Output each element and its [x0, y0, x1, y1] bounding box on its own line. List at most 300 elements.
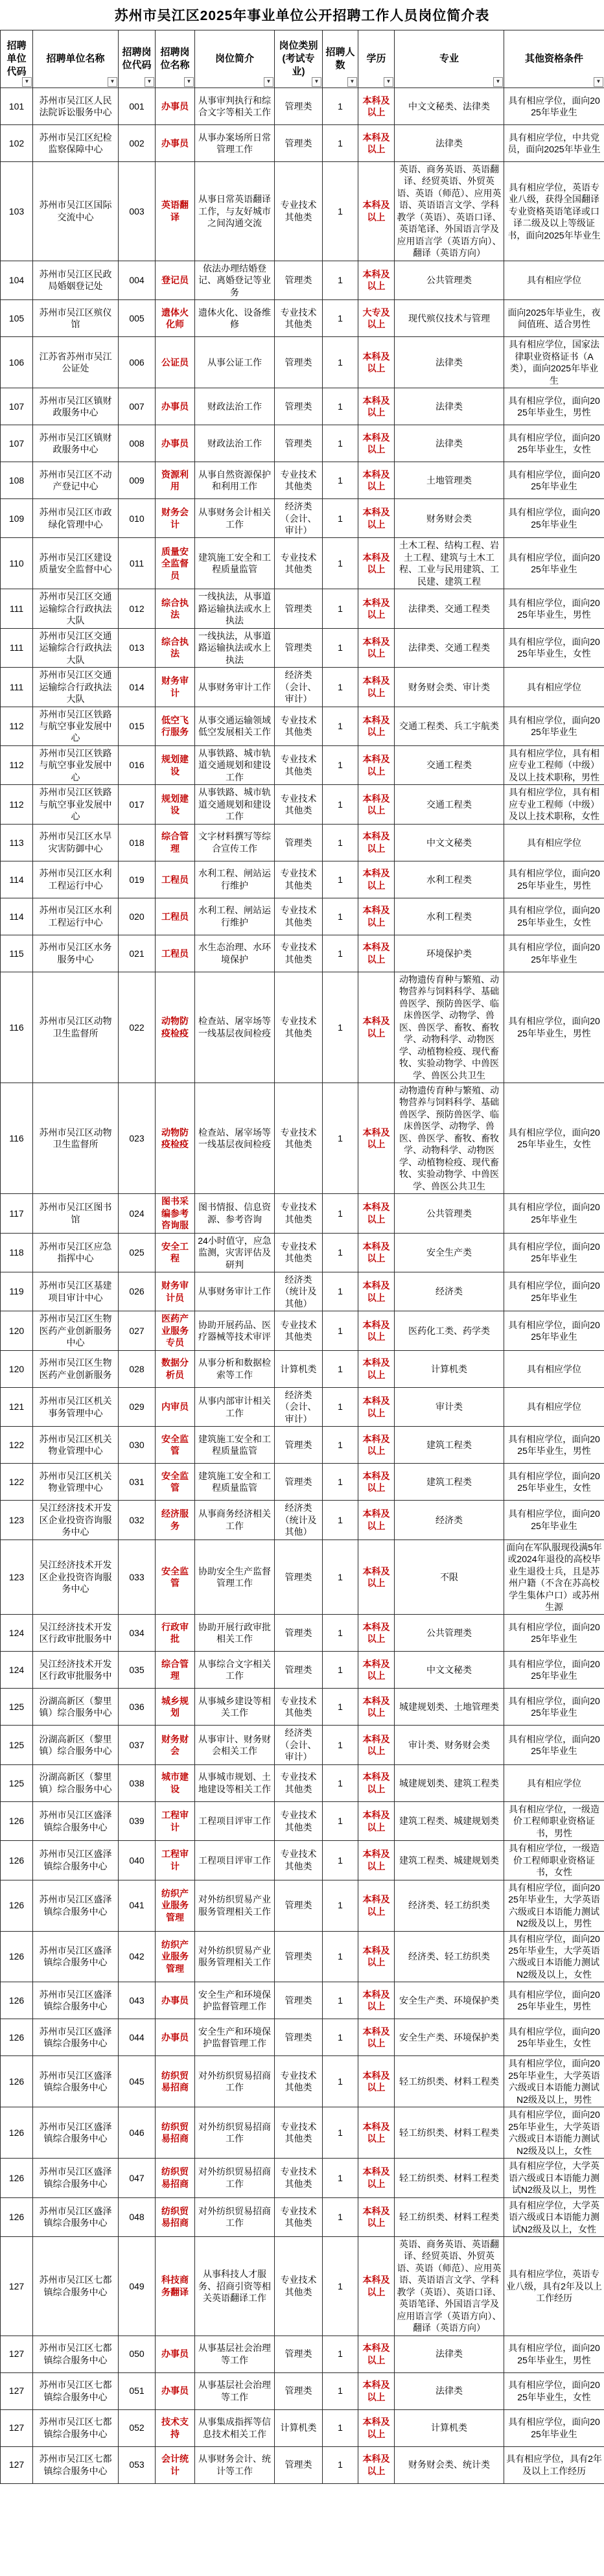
cell-unit-name: 苏州市吴江区市政绿化管理中心: [33, 499, 119, 538]
cell-education: 本科及以上: [358, 1931, 395, 1982]
filter-dropdown-icon[interactable]: ▼: [347, 77, 357, 87]
cell-other-requirements: 具有相应学位，面向2025年毕业生: [504, 1194, 604, 1233]
table-row: [1, 1726, 604, 1764]
cell-position-intro: 检查站、屠宰场等一线基层夜间检疫: [195, 1083, 275, 1193]
cell-position-code: 009: [119, 462, 156, 499]
cell-unit-code: 104: [1, 261, 33, 299]
cell-headcount: 1: [323, 1464, 358, 1501]
cell-headcount: 1: [323, 1540, 358, 1615]
cell-unit-name: 苏州市吴江区盛泽镇综合服务中心: [33, 1931, 119, 1982]
cell-headcount: 1: [323, 1194, 358, 1233]
recruitment-table: [0, 30, 604, 2484]
cell-unit-code: 115: [1, 935, 33, 972]
cell-education: 本科及以上: [358, 261, 395, 299]
cell-position-intro: 工程项目评审工作: [195, 1801, 275, 1840]
cell-other-requirements: 具有相应学位，面向2025年毕业生，女性: [504, 2372, 604, 2409]
header-headcount: [323, 30, 358, 88]
cell-position-intro: 对外纺织贸易招商工作: [195, 2159, 275, 2197]
cell-major: 经济类: [395, 1501, 504, 1540]
filter-dropdown-icon[interactable]: ▼: [594, 77, 603, 87]
cell-major: 水利工程类: [395, 861, 504, 898]
cell-education: 本科及以上: [358, 1982, 395, 2019]
cell-unit-code: 117: [1, 1194, 33, 1233]
cell-category: 计算机类: [275, 2409, 323, 2446]
cell-headcount: 1: [323, 2019, 358, 2056]
cell-position-name: 纺织贸易招商: [156, 2107, 195, 2159]
cell-position-intro: 对外纺织贸易产业服务管理相关工作: [195, 1931, 275, 1982]
cell-category: 专业技术其他类: [275, 745, 323, 784]
cell-other-requirements: 具有相应学位，一级造价工程师职业资格证书，男性: [504, 1801, 604, 1840]
cell-major: 轻工纺织类、材料工程类: [395, 2107, 504, 2159]
cell-position-code: 043: [119, 1982, 156, 2019]
filter-dropdown-icon[interactable]: ▼: [108, 77, 117, 87]
cell-education: 本科及以上: [358, 1726, 395, 1764]
cell-headcount: 1: [323, 88, 358, 125]
cell-position-name: 规划建设: [156, 745, 195, 784]
cell-position-code: 008: [119, 425, 156, 462]
cell-category: 管理类: [275, 1982, 323, 2019]
cell-headcount: 1: [323, 1764, 358, 1801]
cell-position-code: 002: [119, 125, 156, 162]
cell-category: 专业技术其他类: [275, 462, 323, 499]
cell-category: 管理类: [275, 1540, 323, 1615]
table-row: [1, 1982, 604, 2019]
header-position-code: [119, 30, 156, 88]
cell-unit-code: 127: [1, 2372, 33, 2409]
header-category: [275, 30, 323, 88]
cell-unit-name: 苏州市吴江区铁路与航空事业发展中心: [33, 707, 119, 745]
cell-major: 安全生产类、环境保护类: [395, 1982, 504, 2019]
cell-position-intro: 水利工程、闸站运行维护: [195, 861, 275, 898]
cell-headcount: 1: [323, 972, 358, 1083]
cell-position-code: 042: [119, 1931, 156, 1982]
cell-unit-name: 苏州市吴江区不动产登记中心: [33, 462, 119, 499]
cell-other-requirements: 具有相应学位，面向2025年毕业生，大学英语六级或日本语能力测试N2级及以上，女性: [504, 2107, 604, 2159]
filter-dropdown-icon[interactable]: ▼: [22, 77, 32, 87]
cell-position-name: 办事员: [156, 125, 195, 162]
cell-headcount: 1: [323, 1880, 358, 1931]
cell-other-requirements: 具有相应学位，面向2025年毕业生: [504, 935, 604, 972]
cell-unit-name: 苏州市吴江区应急指挥中心: [33, 1233, 119, 1272]
table-row: [1, 898, 604, 935]
cell-position-code: 052: [119, 2409, 156, 2446]
cell-position-code: 022: [119, 972, 156, 1083]
filter-dropdown-icon[interactable]: ▼: [264, 77, 273, 87]
cell-position-name: 财务审计员: [156, 1272, 195, 1311]
cell-headcount: 1: [323, 1689, 358, 1726]
cell-position-code: 027: [119, 1311, 156, 1350]
cell-category: 管理类: [275, 2336, 323, 2372]
header-label: 岗位类别(考试专业): [279, 40, 318, 77]
cell-position-name: 工程员: [156, 935, 195, 972]
cell-unit-name: 苏州市吴江区盛泽镇综合服务中心: [33, 2107, 119, 2159]
table-row: [1, 1764, 604, 1801]
cell-position-intro: 对外纺织贸易产业服务管理相关工作: [195, 1880, 275, 1931]
cell-other-requirements: 具有相应学位，英语专业八级，获得全国翻译专业资格英语笔译或口译二级及以上等级证书，面向2025年毕业生: [504, 162, 604, 261]
cell-category: 管理类: [275, 628, 323, 667]
cell-unit-name: 苏州市吴江区交通运输综合行政执法大队: [33, 589, 119, 628]
cell-position-name: 工程审计: [156, 1801, 195, 1840]
cell-unit-name: 苏州市吴江区纪检监察保障中心: [33, 125, 119, 162]
cell-position-intro: 对外纺织贸易招商工作: [195, 2056, 275, 2107]
cell-major: 财务财会类、审计类: [395, 668, 504, 707]
cell-position-intro: 协助安全生产监督管理工作: [195, 1540, 275, 1615]
filter-dropdown-icon[interactable]: ▼: [384, 77, 393, 87]
cell-position-intro: 从事内部审计相关工作: [195, 1387, 275, 1426]
cell-major: 安全生产类、环境保护类: [395, 2019, 504, 2056]
cell-position-name: 综合执法: [156, 628, 195, 667]
cell-major: 审计类、财务财会类: [395, 1726, 504, 1764]
cell-category: 专业技术其他类: [275, 1233, 323, 1272]
table-row: [1, 1689, 604, 1726]
cell-education: 本科及以上: [358, 162, 395, 261]
cell-headcount: 1: [323, 1652, 358, 1689]
cell-position-name: 安全监管: [156, 1464, 195, 1501]
cell-other-requirements: 具有相应学位，面向2025年毕业生: [504, 1272, 604, 1311]
table-row: [1, 861, 604, 898]
cell-unit-code: 112: [1, 745, 33, 784]
header-position-name: [156, 30, 195, 88]
cell-unit-name: 吴江经济技术开发区企业投资咨询服务中心: [33, 1501, 119, 1540]
cell-position-code: 026: [119, 1272, 156, 1311]
cell-headcount: 1: [323, 261, 358, 299]
cell-position-intro: 财政法治工作: [195, 388, 275, 425]
cell-unit-name: 苏州市吴江区盛泽镇综合服务中心: [33, 2159, 119, 2197]
cell-category: 专业技术其他类: [275, 972, 323, 1083]
table-row: [1, 2197, 604, 2236]
cell-education: 本科及以上: [358, 2159, 395, 2197]
cell-position-name: 科技商务翻译: [156, 2236, 195, 2336]
cell-major: 中文文秘类: [395, 1652, 504, 1689]
cell-headcount: 1: [323, 1931, 358, 1982]
cell-unit-name: 吴江经济技术开发区行政审批服务中: [33, 1652, 119, 1689]
cell-unit-code: 123: [1, 1501, 33, 1540]
cell-other-requirements: 具有相应学位: [504, 1764, 604, 1801]
cell-education: 本科及以上: [358, 628, 395, 667]
cell-position-intro: 建筑施工安全和工程质量监管: [195, 1464, 275, 1501]
cell-category: 专业技术其他类: [275, 2236, 323, 2336]
cell-unit-code: 114: [1, 861, 33, 898]
cell-position-code: 037: [119, 1726, 156, 1764]
table-row: [1, 337, 604, 388]
table-row: [1, 2159, 604, 2197]
cell-headcount: 1: [323, 898, 358, 935]
cell-unit-name: 苏州市吴江区镇财政服务中心: [33, 425, 119, 462]
cell-position-code: 016: [119, 745, 156, 784]
cell-major: 经济类: [395, 1272, 504, 1311]
cell-headcount: 1: [323, 2409, 358, 2446]
cell-education: 本科及以上: [358, 668, 395, 707]
cell-major: 土地管理类: [395, 462, 504, 499]
cell-category: 专业技术其他类: [275, 162, 323, 261]
cell-category: 经济类（统计及其他）: [275, 1272, 323, 1311]
cell-category: 专业技术其他类: [275, 935, 323, 972]
cell-headcount: 1: [323, 2446, 358, 2483]
cell-position-code: 006: [119, 337, 156, 388]
cell-position-name: 会计统计: [156, 2446, 195, 2483]
cell-other-requirements: 具有相应学位，面向2025年毕业生，男性: [504, 1982, 604, 2019]
cell-unit-name: 苏州市吴江区七都镇综合服务中心: [33, 2446, 119, 2483]
cell-position-intro: 从事财务审计工作: [195, 1272, 275, 1311]
cell-position-intro: 24小时值守，应急监测，灾害评估及研判: [195, 1233, 275, 1272]
cell-headcount: 1: [323, 1233, 358, 1272]
table-row: [1, 1350, 604, 1387]
cell-major: 城建规划类、土地管理类: [395, 1689, 504, 1726]
cell-education: 本科及以上: [358, 1350, 395, 1387]
cell-other-requirements: 具有相应学位，面向2025年毕业生: [504, 1726, 604, 1764]
cell-unit-code: 111: [1, 668, 33, 707]
cell-other-requirements: 具有相应学位: [504, 668, 604, 707]
cell-position-intro: 一线执法，从事道路运输执法或水上执法: [195, 628, 275, 667]
cell-unit-code: 126: [1, 2056, 33, 2107]
cell-headcount: 1: [323, 300, 358, 337]
filter-dropdown-icon[interactable]: ▼: [493, 77, 503, 87]
table-row: [1, 125, 604, 162]
filter-dropdown-icon[interactable]: ▼: [312, 77, 321, 87]
table-row: [1, 1233, 604, 1272]
cell-headcount: 1: [323, 1841, 358, 1880]
cell-category: 管理类: [275, 125, 323, 162]
cell-other-requirements: 具有相应学位: [504, 1350, 604, 1387]
cell-unit-code: 120: [1, 1350, 33, 1387]
cell-position-name: 安全监管: [156, 1427, 195, 1464]
cell-headcount: 1: [323, 707, 358, 745]
cell-position-name: 财务审计: [156, 668, 195, 707]
cell-major: 法律类: [395, 337, 504, 388]
cell-position-name: 规划建设: [156, 785, 195, 824]
cell-position-name: 安全工程: [156, 1233, 195, 1272]
cell-unit-code: 126: [1, 2159, 33, 2197]
cell-education: 本科及以上: [358, 898, 395, 935]
table-row: [1, 824, 604, 861]
filter-dropdown-icon[interactable]: ▼: [145, 77, 154, 87]
cell-unit-code: 127: [1, 2236, 33, 2336]
header-label: 招聘岗位名称: [160, 47, 190, 71]
cell-unit-code: 126: [1, 1841, 33, 1880]
cell-headcount: 1: [323, 1982, 358, 2019]
cell-category: 专业技术其他类: [275, 2107, 323, 2159]
cell-category: 专业技术其他类: [275, 707, 323, 745]
cell-unit-name: 苏州市吴江区机关物业管理中心: [33, 1427, 119, 1464]
cell-position-name: 医药产业服务专员: [156, 1311, 195, 1350]
cell-unit-name: 苏州市吴江区七都镇综合服务中心: [33, 2236, 119, 2336]
table-row: [1, 1272, 604, 1311]
table-row: [1, 2409, 604, 2446]
cell-unit-name: 苏州市吴江区盛泽镇综合服务中心: [33, 2197, 119, 2236]
cell-unit-code: 121: [1, 1387, 33, 1426]
cell-position-intro: 工程项目评审工作: [195, 1841, 275, 1880]
cell-major: 公共管理类: [395, 1194, 504, 1233]
cell-category: 管理类: [275, 1464, 323, 1501]
cell-other-requirements: 具有相应学位，面向2025年毕业生，男性: [504, 861, 604, 898]
cell-position-code: 050: [119, 2336, 156, 2372]
cell-unit-name: 汾湖高新区（黎里镇）综合服务中心: [33, 1689, 119, 1726]
table-body: [1, 88, 604, 2484]
cell-other-requirements: 具有相应学位，面向2025年毕业生: [504, 462, 604, 499]
cell-category: 管理类: [275, 337, 323, 388]
table-row: [1, 628, 604, 667]
cell-education: 本科及以上: [358, 2446, 395, 2483]
cell-position-intro: 从事科技人才服务、招商引资等相关英语翻译工作: [195, 2236, 275, 2336]
cell-other-requirements: 具有相应学位: [504, 824, 604, 861]
cell-headcount: 1: [323, 2107, 358, 2159]
cell-education: 本科及以上: [358, 1272, 395, 1311]
cell-major: 经济类、轻工纺织类: [395, 1880, 504, 1931]
cell-unit-name: 苏州市吴江区盛泽镇综合服务中心: [33, 2019, 119, 2056]
cell-position-intro: 安全生产和环境保护监督管理工作: [195, 2019, 275, 2056]
cell-other-requirements: 具有相应学位，面向2025年毕业生，大学英语六级或日本语能力测试N2级及以上，男性: [504, 1880, 604, 1931]
cell-position-code: 007: [119, 388, 156, 425]
cell-position-name: 英语翻译: [156, 162, 195, 261]
cell-education: 本科及以上: [358, 2336, 395, 2372]
cell-unit-code: 126: [1, 1931, 33, 1982]
cell-unit-code: 125: [1, 1764, 33, 1801]
cell-unit-code: 126: [1, 2019, 33, 2056]
cell-unit-name: 苏州市吴江区铁路与航空事业发展中心: [33, 745, 119, 784]
table-row: [1, 589, 604, 628]
cell-other-requirements: 具有相应学位，英语专业八级，具有2年及以上工作经历: [504, 2236, 604, 2336]
cell-position-name: 行政审批: [156, 1615, 195, 1652]
cell-major: 土木工程、结构工程、岩土工程、建筑与土木工程、工业与民用建筑、工民建、建筑工程: [395, 538, 504, 589]
cell-unit-code: 122: [1, 1427, 33, 1464]
table-row: [1, 2019, 604, 2056]
cell-position-name: 安全监管: [156, 1540, 195, 1615]
cell-position-name: 工程审计: [156, 1841, 195, 1880]
cell-unit-name: 苏州市吴江区建设质量安全监督中心: [33, 538, 119, 589]
cell-major: 水利工程类: [395, 898, 504, 935]
cell-headcount: 1: [323, 2197, 358, 2236]
header-other-requirements: [504, 30, 604, 88]
cell-education: 本科及以上: [358, 1689, 395, 1726]
cell-unit-name: 吴江经济技术开发区企业投资咨询服务中心: [33, 1540, 119, 1615]
cell-education: 本科及以上: [358, 1841, 395, 1880]
cell-education: 大专及以上: [358, 300, 395, 337]
cell-position-name: 动物防疫检疫: [156, 1083, 195, 1193]
cell-major: 审计类: [395, 1387, 504, 1426]
cell-unit-code: 126: [1, 1982, 33, 2019]
cell-education: 本科及以上: [358, 88, 395, 125]
cell-position-intro: 从事自然资源保护和利用工作: [195, 462, 275, 499]
cell-category: 专业技术其他类: [275, 1311, 323, 1350]
cell-headcount: 1: [323, 1615, 358, 1652]
cell-education: 本科及以上: [358, 2372, 395, 2409]
cell-major: 计算机类: [395, 2409, 504, 2446]
cell-education: 本科及以上: [358, 935, 395, 972]
table-row: [1, 1194, 604, 1233]
cell-education: 本科及以上: [358, 538, 395, 589]
table-row: [1, 88, 604, 125]
cell-unit-name: 苏州市吴江区七都镇综合服务中心: [33, 2409, 119, 2446]
table-row: [1, 785, 604, 824]
cell-position-name: 办事员: [156, 88, 195, 125]
table-row: [1, 972, 604, 1083]
cell-position-intro: 从事日常英语翻译工作，与友好城市之间沟通交流: [195, 162, 275, 261]
cell-category: 管理类: [275, 1880, 323, 1931]
cell-position-intro: 水利工程、闸站运行维护: [195, 898, 275, 935]
cell-category: 管理类: [275, 261, 323, 299]
cell-headcount: 1: [323, 2336, 358, 2372]
cell-headcount: 1: [323, 861, 358, 898]
cell-position-name: 办事员: [156, 1982, 195, 2019]
cell-unit-name: 苏州市吴江区民政局婚姻登记处: [33, 261, 119, 299]
cell-education: 本科及以上: [358, 745, 395, 784]
cell-unit-code: 116: [1, 972, 33, 1083]
cell-major: 中文文秘类、法律类: [395, 88, 504, 125]
cell-position-intro: 检查站、屠宰场等一线基层夜间检疫: [195, 972, 275, 1083]
cell-position-intro: 从事办案场所日常管理工作: [195, 125, 275, 162]
cell-category: 管理类: [275, 824, 323, 861]
header-label: 招聘人数: [325, 47, 355, 71]
cell-position-intro: 从事综合文字相关工作: [195, 1652, 275, 1689]
cell-major: 医药化工类、药学类: [395, 1311, 504, 1350]
cell-position-code: 040: [119, 1841, 156, 1880]
cell-unit-code: 111: [1, 589, 33, 628]
cell-major: 建筑工程类: [395, 1464, 504, 1501]
cell-position-code: 041: [119, 1880, 156, 1931]
cell-education: 本科及以上: [358, 2197, 395, 2236]
header-major: [395, 30, 504, 88]
cell-position-name: 公证员: [156, 337, 195, 388]
table-row: [1, 935, 604, 972]
cell-unit-name: 苏州市吴江区动物卫生监督所: [33, 972, 119, 1083]
cell-position-intro: 从事公证工作: [195, 337, 275, 388]
cell-major: 建筑工程类、城建规划类: [395, 1841, 504, 1880]
cell-other-requirements: 具有相应学位，面向2025年毕业生: [504, 1652, 604, 1689]
cell-headcount: 1: [323, 337, 358, 388]
cell-education: 本科及以上: [358, 1801, 395, 1840]
cell-unit-name: 苏州市吴江区镇财政服务中心: [33, 388, 119, 425]
cell-headcount: 1: [323, 745, 358, 784]
cell-other-requirements: 具有相应学位，面向2025年毕业生，女性: [504, 898, 604, 935]
cell-category: 经济类（会计、审计）: [275, 1726, 323, 1764]
cell-category: 专业技术其他类: [275, 861, 323, 898]
cell-education: 本科及以上: [358, 1615, 395, 1652]
cell-other-requirements: 具有相应学位，面向2025年毕业生: [504, 707, 604, 745]
table-row: [1, 425, 604, 462]
cell-unit-code: 110: [1, 538, 33, 589]
header-label: 专业: [439, 53, 459, 65]
cell-position-intro: 从事集成指挥等信息技术相关工作: [195, 2409, 275, 2446]
cell-position-code: 038: [119, 1764, 156, 1801]
cell-unit-name: 苏州市吴江区盛泽镇综合服务中心: [33, 1841, 119, 1880]
cell-category: 经济类（会计、审计）: [275, 499, 323, 538]
cell-position-intro: 文字材料撰写等综合宣传工作: [195, 824, 275, 861]
cell-other-requirements: 具有相应学位，面向2025年毕业生，男性: [504, 1427, 604, 1464]
cell-position-code: 048: [119, 2197, 156, 2236]
cell-headcount: 1: [323, 2372, 358, 2409]
cell-other-requirements: 具有相应学位，面向2025年毕业生，男性: [504, 972, 604, 1083]
cell-unit-code: 118: [1, 1233, 33, 1272]
cell-major: 交通工程类: [395, 745, 504, 784]
filter-dropdown-icon[interactable]: ▼: [184, 77, 194, 87]
cell-education: 本科及以上: [358, 2107, 395, 2159]
cell-category: 管理类: [275, 2446, 323, 2483]
cell-position-intro: 从事分析和数据检索等工作: [195, 1350, 275, 1387]
cell-other-requirements: 具有相应学位，面向2025年毕业生，男性: [504, 2336, 604, 2372]
cell-position-code: 036: [119, 1689, 156, 1726]
cell-unit-code: 119: [1, 1272, 33, 1311]
cell-education: 本科及以上: [358, 1194, 395, 1233]
cell-unit-code: 126: [1, 1880, 33, 1931]
cell-other-requirements: 具有相应学位，面向2025年毕业生，女性: [504, 1083, 604, 1193]
cell-unit-name: 汾湖高新区（黎里镇）综合服务中心: [33, 1726, 119, 1764]
cell-position-code: 049: [119, 2236, 156, 2336]
cell-unit-code: 125: [1, 1726, 33, 1764]
cell-position-code: 046: [119, 2107, 156, 2159]
cell-other-requirements: 具有相应学位，大学英语六级或日本语能力测试N2级及以上，女性: [504, 2197, 604, 2236]
cell-other-requirements: 具有相应学位，面向2025年毕业生，女性: [504, 1464, 604, 1501]
cell-position-intro: 财政法治工作: [195, 425, 275, 462]
